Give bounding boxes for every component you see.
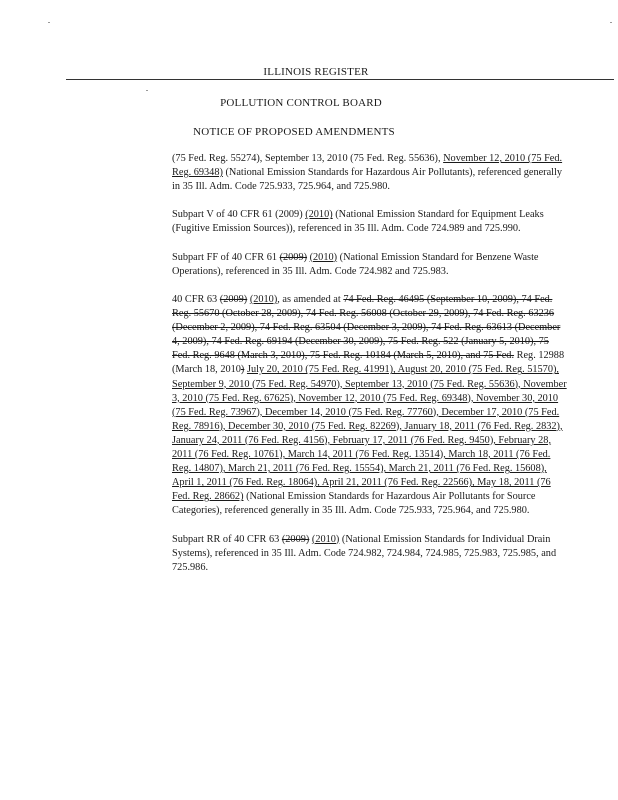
paragraph-text: (75 Fed. Reg. 55274), September 13, 2010 (75 Fed. Reg. 55636), (172, 153, 444, 164)
deleted-text: (2009) (279, 251, 308, 263)
paragraph-text: , as amended at (277, 293, 344, 305)
inserted-text: (2010) (309, 251, 338, 263)
inserted-text: November 12, 2010 (75 Fed. Reg. 69348) (172, 153, 563, 179)
reference-paragraph (172, 293, 567, 519)
scan-speck (48, 22, 50, 23)
paragraph-text: (National Emission Standards for Individual Drain Systems), referenced in 35 Ill. Adm. Code 724.982, 724.984, 724.985, 725.983, 725.985, and 725.986. (172, 533, 557, 573)
paragraph-text: Subpart RR of 40 CFR 63 (172, 533, 282, 545)
document-body (172, 152, 567, 575)
deleted-text: ) (240, 364, 245, 376)
deleted-text: (2009) (281, 533, 310, 545)
header-rule (66, 79, 614, 80)
inserted-text: (2010) (305, 209, 333, 221)
board-name: POLLUTION CONTROL BOARD (220, 97, 382, 109)
reference-paragraph (172, 251, 567, 279)
deleted-text: (2009) (219, 293, 248, 305)
paragraph-text: 40 CFR 63 (172, 293, 220, 305)
reference-paragraph (172, 533, 567, 575)
inserted-text: (2010) (311, 533, 340, 545)
reference-paragraph (172, 152, 567, 194)
paragraph-text: Subpart FF of 40 CFR 61 (172, 251, 280, 263)
inserted-text: (2010) (249, 293, 278, 305)
paragraph-text: (National Emission Standard for Benzene Waste Operations), referenced in 35 Ill. Adm. Code 724.982 and 725.983. (172, 251, 539, 277)
paragraph-text: Subpart V of 40 CFR 61 (2009) (172, 209, 306, 221)
notice-title: NOTICE OF PROPOSED AMENDMENTS (193, 126, 395, 138)
reference-paragraph (172, 208, 567, 236)
register-title: ILLINOIS REGISTER (263, 66, 369, 78)
paragraph-text: (National Emission Standards for Hazardous Air Pollutants), referenced generally in 35 Ill. Adm. Code 725.933, 725.964, and 725.980. (172, 167, 563, 193)
paragraph-text: (National Emission Standard for Equipment Leaks (Fugitive Emission Sources)), referenced in 35 Ill. Adm. Code 724.989 and 725.990. (172, 209, 544, 235)
paragraph-text: Reg. 12988 (March 18, 2010 (172, 350, 565, 376)
deleted-text: 74 Fed. Reg. 46495 (September 10, 2009), 74 Fed. Reg. 55670 (October 28, 2009), 74 Fed. Reg. 56008 (October 29, 2009), 74 Fed. Reg. 63236 (December 2, 2009), 74 Fed. Reg. 63504 (December 3, 2009), 74 Fed. Reg. 63613 (December 4, 2009), 74 Fed. Reg. 69194 (December 30, 2009), 75 Fed. Reg. 522 (January 5, 2010), 75 Fed. Reg. 9648 (March 3, 2010), 75 Fed. Reg. 10184 (March 5, 2010), and 75 Fed. (172, 293, 561, 362)
paragraph-text: (National Emission Standards for Hazardous Air Pollutants for Source Categories), referenced generally in 35 Ill. Adm. Code 725.933, 725.964, and 725.980. (172, 491, 536, 517)
scan-speck (146, 90, 148, 91)
inserted-text: July 20, 2010 (75 Fed. Reg. 41991), August 20, 2010 (75 Fed. Reg. 51570), September 9, 2010 (75 Fed. Reg. 54970), September 13, 2010 (75 Fed. Reg. 55636), November 3, 2010 (75 Fed. Reg. 67625), November 12, 2010 (75 Fed. Reg. 69348), November 30, 2010 (75 Fed. Reg. 73967), December 14, 2010 (75 Fed. Reg. 77760), December 17, 2010 (75 Fed. Reg. 78916), December 30, 2010 (75 Fed. Reg. 82269), January 18, 2011 (76 Fed. Reg. 2832), January 24, 2011 (76 Fed. Reg. 4156), February 17, 2011 (76 Fed. Reg. 9450), February 28, 2011 (76 Fed. Reg. 10761), March 14, 2011 (76 Fed. Reg. 13514), March 18, 2011 (76 Fed. Reg. 14807), March 21, 2011 (76 Fed. Reg. 15554), March 21, 2011 (76 Fed. Reg. 15608), April 1, 2011 (76 Fed. Reg. 18064), April 21, 2011 (76 Fed. Reg. 22566), May 18, 2011 (76 Fed. Reg. 28662) (172, 364, 567, 503)
scan-speck (610, 22, 612, 23)
